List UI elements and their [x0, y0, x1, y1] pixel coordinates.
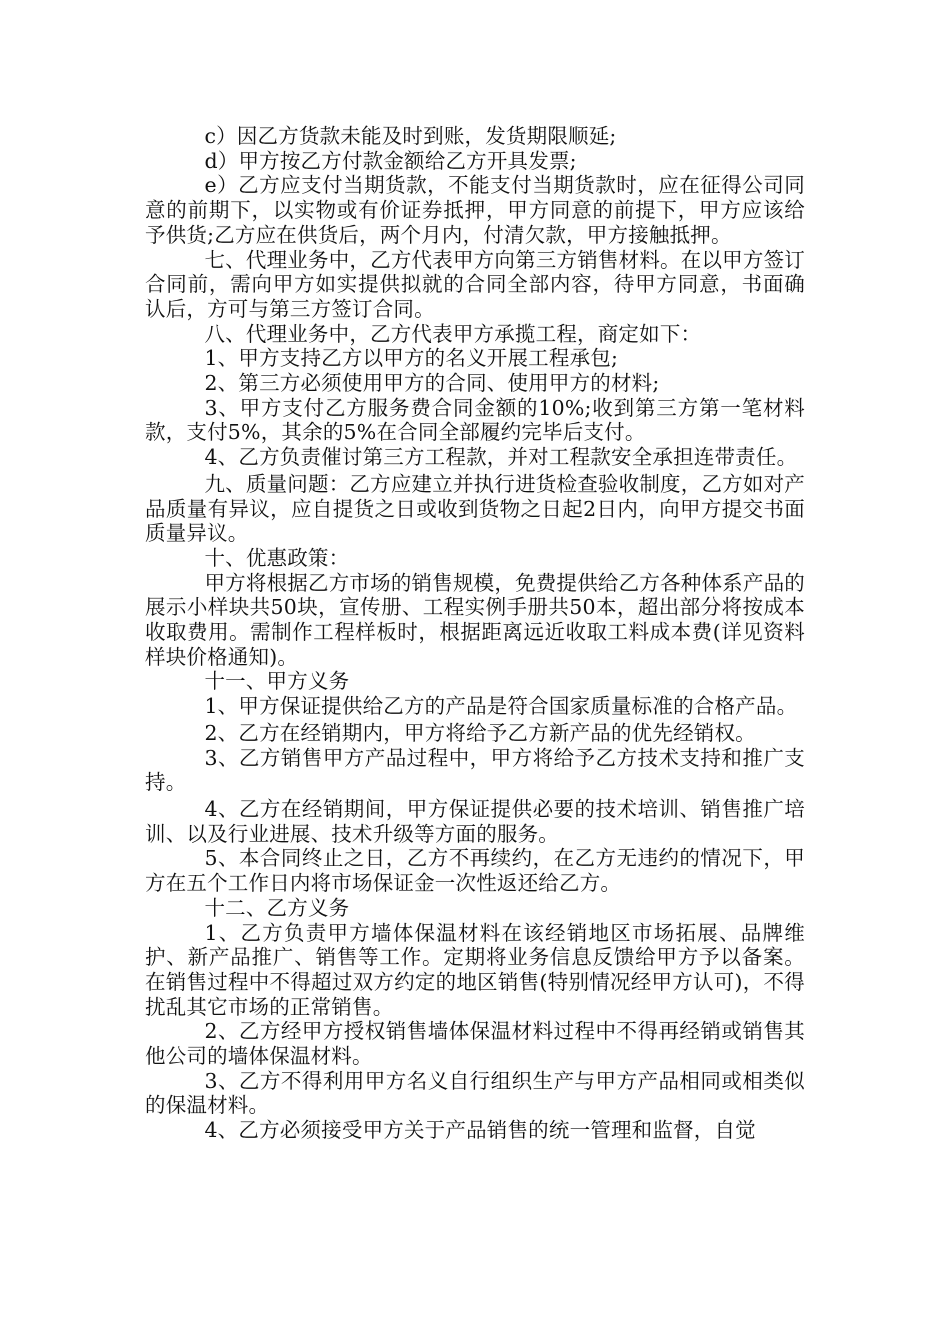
clause-e: e）乙方应支付当期货款，不能支付当期货款时，应在征得公司同意的前期下，以实物或有价证券抵押，甲方同意的前提下，甲方应该给予供货;乙方应在供货后，两个月内，付清欠款，甲方接触抵押。: [145, 173, 805, 247]
section-8-item-2: 2、第三方必须使用甲方的合同、使用甲方的材料;: [204, 371, 660, 396]
section-10-body: 甲方将根据乙方市场的销售规模，免费提供给乙方各种体系产品的展示小样块共50块，宣传册、工程实例手册共50本，超出部分将按成本收取费用。需制作工程样板时，根据距离远近收取工料成本费(详见资料样块价格通知)。: [145, 570, 805, 669]
section-8-heading: 八、代理业务中，乙方代表甲方承揽工程，商定如下：: [204, 321, 702, 346]
section-11-item-1: 1、甲方保证提供给乙方的产品是符合国家质量标准的合格产品。: [204, 694, 798, 719]
section-11-item-5: 5、本合同终止之日，乙方不再续约，在乙方无违约的情况下，甲方在五个工作日内将市场保证金一次性返还给乙方。: [145, 846, 805, 896]
section-11-item-2: 2、乙方在经销期内，甲方将给予乙方新产品的优先经销权。: [204, 720, 756, 745]
section-8-item-1: 1、甲方支持乙方以甲方的名义开展工程承包;: [204, 346, 619, 371]
section-11-item-3: 3、乙方销售甲方产品过程中，甲方将给予乙方技术支持和推广支持。: [145, 745, 805, 795]
section-7: 七、代理业务中，乙方代表甲方向第三方销售材料。在以甲方签订合同前，需向甲方如实提供拟就的合同全部内容，待甲方同意，书面确认后，方可与第三方签订合同。: [145, 247, 805, 321]
section-11-heading: 十一、甲方义务: [204, 669, 350, 694]
section-12-item-3: 3、乙方不得利用甲方名义自行组织生产与甲方产品相同或相类似的保温材料。: [145, 1068, 805, 1118]
section-12-heading: 十二、乙方义务: [204, 895, 350, 920]
section-12-item-2: 2、乙方经甲方授权销售墙体保温材料过程中不得再经销或销售其他公司的墙体保温材料。: [145, 1019, 805, 1069]
clause-c: c）因乙方货款未能及时到账，发货期限顺延;: [204, 124, 617, 148]
clause-d: d）甲方按乙方付款金额给乙方开具发票;: [204, 148, 577, 173]
section-10-heading: 十、优惠政策：: [204, 545, 350, 570]
section-9: 九、质量问题：乙方应建立并执行进货检查验收制度，乙方如对产品质量有异议，应自提货之日或收到货物之日起2日内，向甲方提交书面质量异议。: [145, 471, 805, 546]
section-8-item-4: 4、乙方负责催讨第三方工程款，并对工程款安全承担连带责任。: [204, 445, 798, 470]
section-12-item-1: 1、乙方负责甲方墙体保温材料在该经销地区市场拓展、品牌维护、新产品推广、销售等工作。定期将业务信息反馈给甲方予以备案。在销售过程中不得超过双方约定的地区销售(特别情况经甲方认可)，不得扰乱其它市场的正常销售。: [145, 920, 805, 1019]
section-12-item-4: 4、乙方必须接受甲方关于产品销售的统一管理和监督，自觉: [204, 1118, 756, 1143]
section-8-item-3: 3、甲方支付乙方服务费合同金额的10%;收到第三方第一笔材料款，支付5%，其余的5%在合同全部履约完毕后支付。: [145, 395, 805, 445]
section-11-item-4: 4、乙方在经销期间，甲方保证提供必要的技术培训、销售推广培训、以及行业进展、技术升级等方面的服务。: [145, 796, 805, 846]
document-body: [145, 124, 805, 1143]
